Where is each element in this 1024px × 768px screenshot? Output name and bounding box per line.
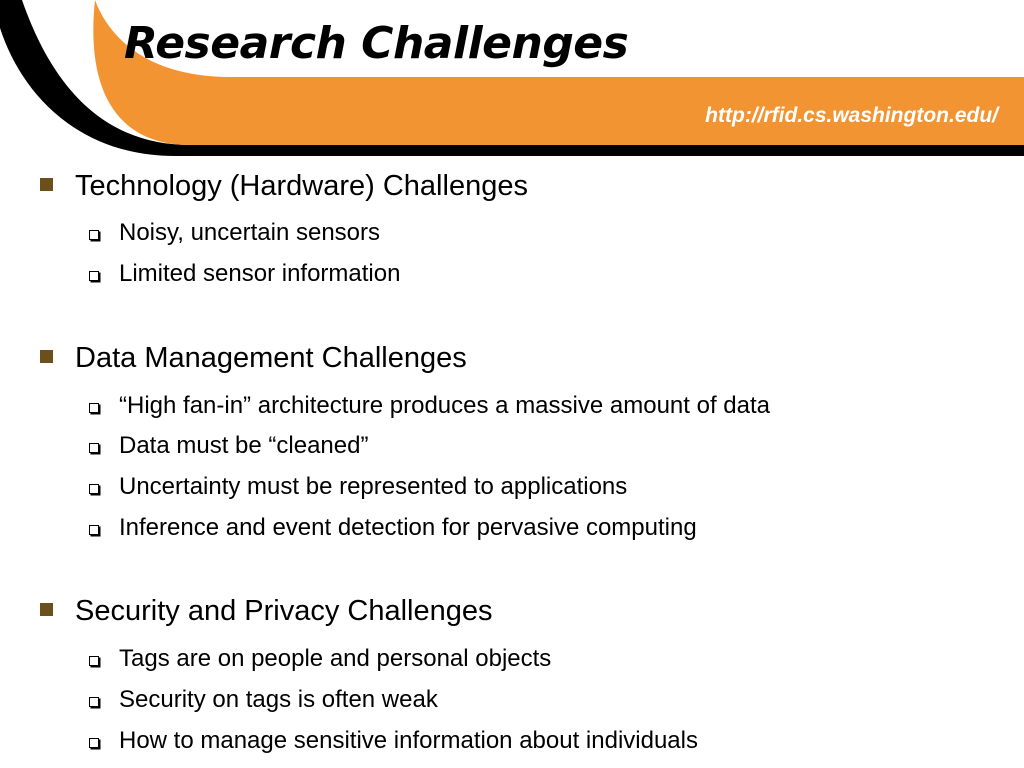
hollow-square-bullet-icon (89, 656, 99, 666)
list-item: Limited sensor information (119, 260, 401, 287)
hollow-square-bullet-icon (89, 484, 99, 494)
hollow-square-bullet-icon (89, 271, 99, 281)
list-item: How to manage sensitive information about individuals (119, 727, 698, 754)
list-item: Uncertainty must be represented to applications (119, 473, 628, 500)
square-bullet-icon (40, 350, 53, 363)
list-item: “High fan-in” architecture produces a massive amount of data (119, 392, 770, 419)
hollow-square-bullet-icon (89, 525, 99, 535)
hollow-square-bullet-icon (89, 443, 99, 453)
section-heading: Security and Privacy Challenges (75, 595, 493, 627)
section-heading: Technology (Hardware) Challenges (75, 170, 528, 202)
list-item: Noisy, uncertain sensors (119, 219, 380, 246)
list-item: Security on tags is often weak (119, 686, 438, 713)
section-heading: Data Management Challenges (75, 342, 467, 374)
list-item: Tags are on people and personal objects (119, 645, 552, 672)
square-bullet-icon (40, 603, 53, 616)
hollow-square-bullet-icon (89, 697, 99, 707)
slide-url: http://rfid.cs.washington.edu/ (705, 104, 998, 127)
list-item: Data must be “cleaned” (119, 432, 369, 459)
slide-title: Research Challenges (124, 18, 629, 69)
square-bullet-icon (40, 178, 53, 191)
list-item: Inference and event detection for pervasive computing (119, 514, 697, 541)
hollow-square-bullet-icon (89, 403, 99, 413)
hollow-square-bullet-icon (89, 230, 99, 240)
hollow-square-bullet-icon (89, 738, 99, 748)
